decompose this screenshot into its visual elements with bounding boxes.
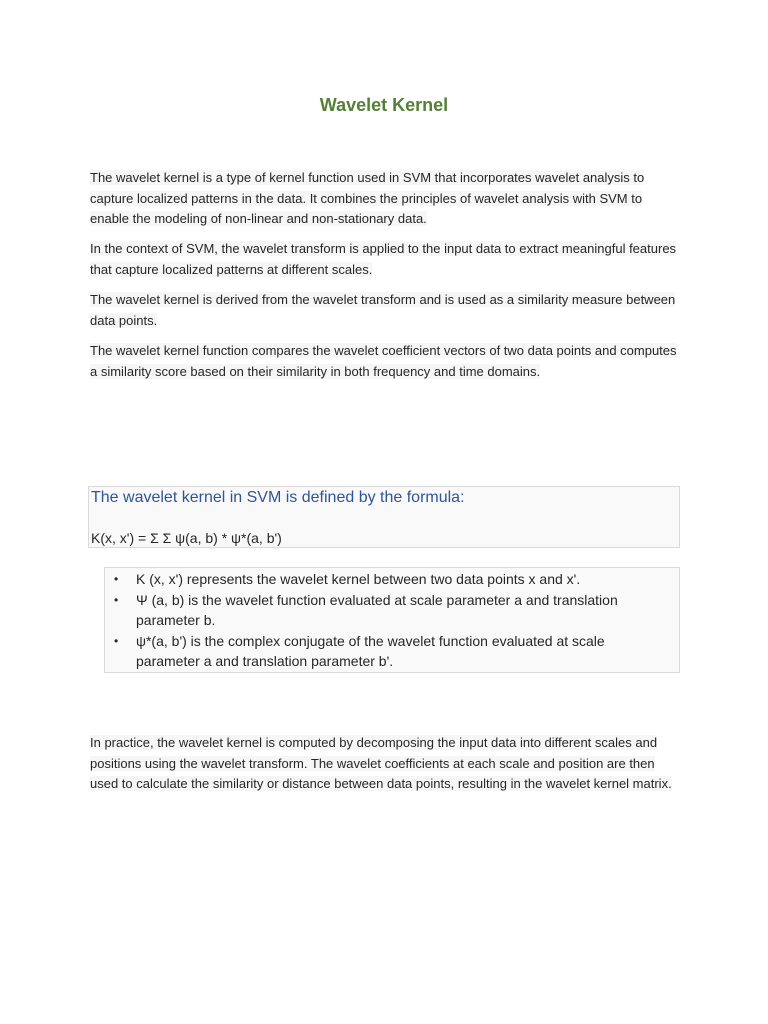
list-item-text: ψ*(a, b') is the complex conjugate of the wavelet function evaluated at scale parameter a and translation parameter b'. — [136, 632, 605, 670]
bullet-icon: • — [114, 592, 119, 607]
list-item — [105, 569, 681, 590]
derivation-paragraph-text: The wavelet kernel is derived from the wavelet transform and is used as a similarity measure between data points. — [90, 292, 676, 328]
document-title: Wavelet Kernel — [319, 95, 449, 115]
list-item — [105, 590, 681, 631]
intro-paragraph — [90, 168, 682, 230]
list-item-text: Ψ (a, b) is the wavelet function evaluated at scale parameter a and translation parameter b. — [136, 591, 618, 629]
practice-paragraph-text: In practice, the wavelet kernel is computed by decomposing the input data into different scales and positions using the wavelet transform. The wavelet coefficients at each scale and position are then used to calculate the similarity or distance between data points, resulting in the wavelet kernel matrix. — [90, 735, 672, 791]
context-paragraph — [90, 239, 682, 280]
formula-heading: The wavelet kernel in SVM is defined by the formula: — [91, 489, 465, 506]
comparison-paragraph-text: The wavelet kernel function compares the wavelet coefficient vectors of two data points and computes a similarity score based on their similarity in both frequency and time domains. — [90, 343, 677, 379]
derivation-paragraph — [90, 290, 682, 331]
definitions-list — [105, 569, 681, 672]
list-item-text: K (x, x') represents the wavelet kernel between two data points x and x'. — [136, 571, 581, 587]
bullet-icon: • — [114, 572, 119, 586]
formula-expression: K(x, x') = Σ Σ ψ(a, b) * ψ*(a, b') — [91, 530, 282, 546]
list-item — [105, 631, 681, 672]
practice-paragraph — [90, 733, 682, 795]
bullet-icon: • — [114, 633, 119, 648]
definitions-box — [104, 567, 680, 673]
intro-paragraph-text: The wavelet kernel is a type of kernel function used in SVM that incorporates wavelet analysis to capture localized patterns in the data. It combines the principles of wavelet analysis with SVM to enable the modeling of non-linear and non-stationary data. — [90, 170, 645, 226]
formula-box — [88, 486, 680, 548]
comparison-paragraph — [90, 341, 682, 382]
context-paragraph-text: In the context of SVM, the wavelet transform is applied to the input data to extract meaningful features that capture localized patterns at different scales. — [90, 241, 677, 277]
